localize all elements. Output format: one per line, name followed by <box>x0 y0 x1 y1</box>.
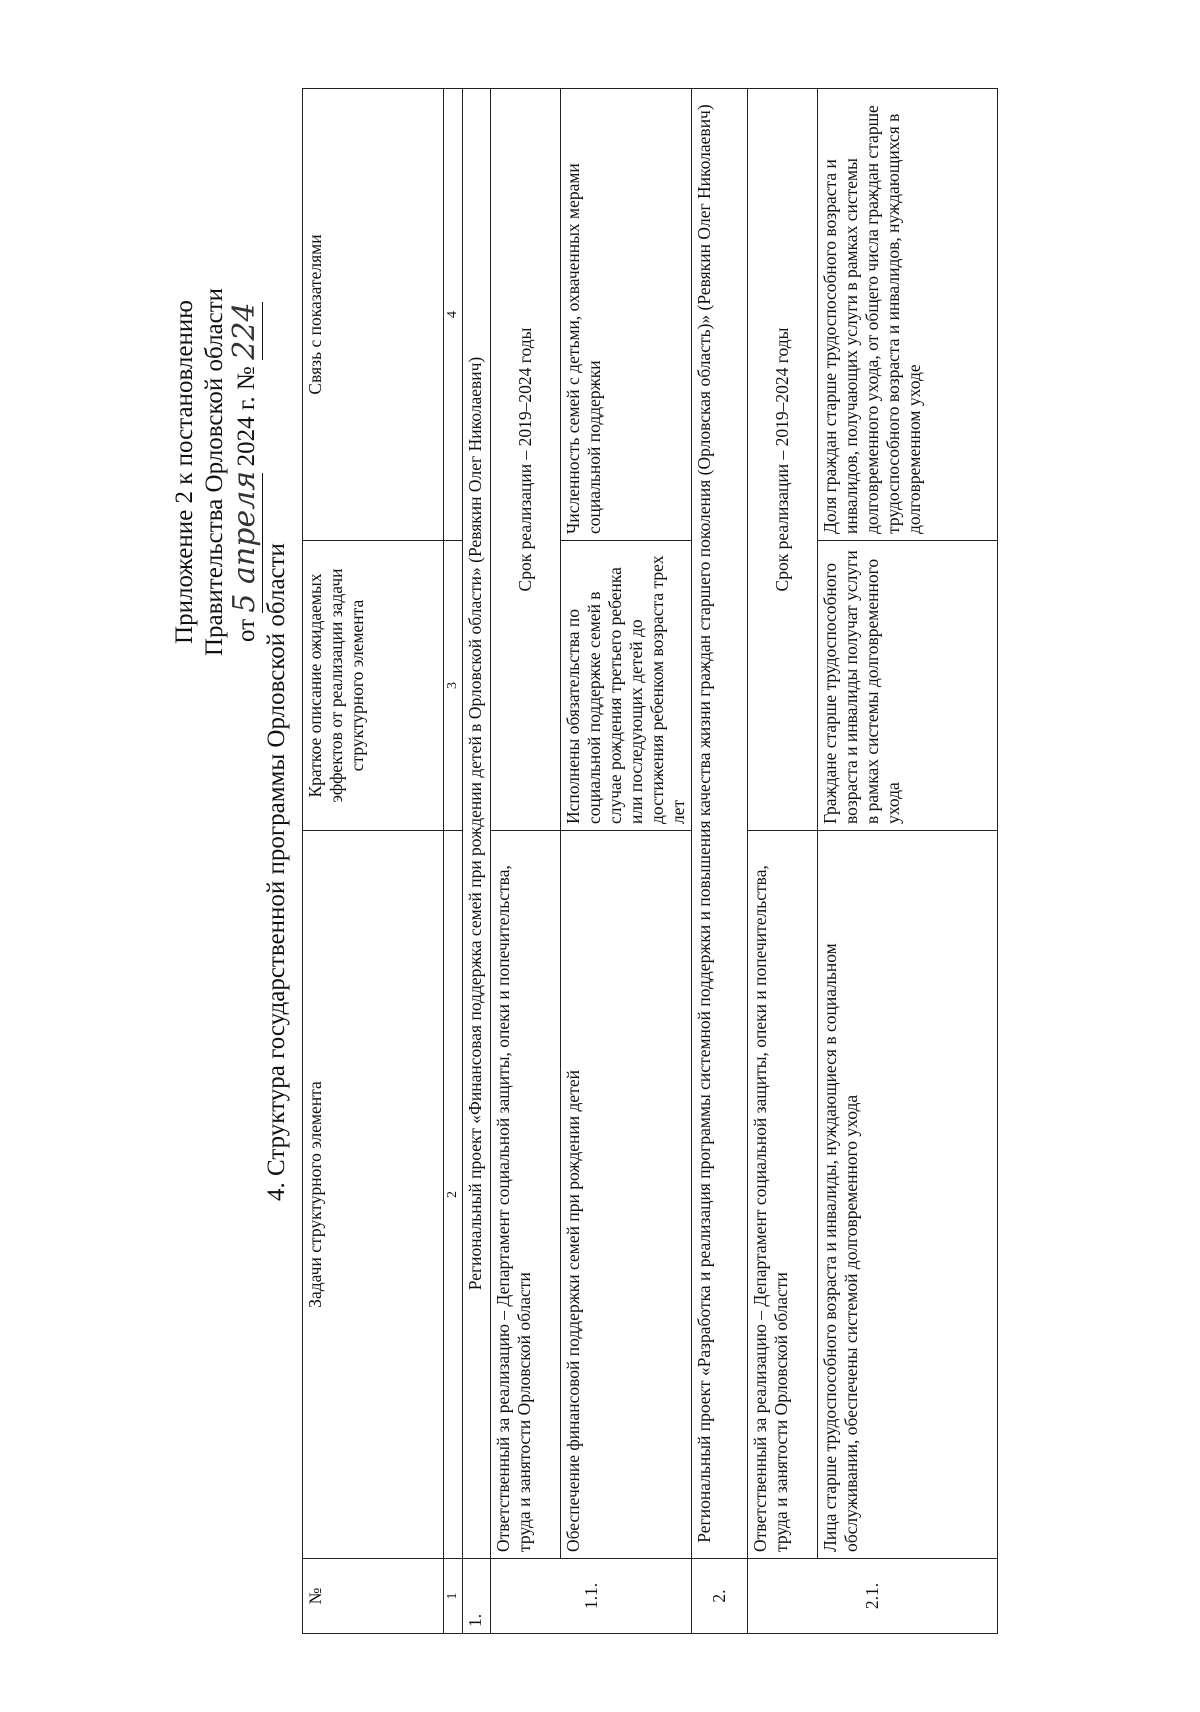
project-1-responsible: Ответственный за реализацию – Департамент социальной защиты, опеки и попечительства, труда и занятости Орловской области <box>491 831 561 1559</box>
col-index-1: 1 <box>444 1559 463 1634</box>
col-index-3: 3 <box>444 541 463 831</box>
row-2-1 <box>818 89 998 1634</box>
project-2-num: 2. <box>692 1559 748 1634</box>
header-num: № <box>303 1559 444 1634</box>
header-date-line <box>227 232 263 712</box>
row-2-1-link: Доля граждан старше трудоспособного возраста и инвалидов, получающих услуги в рамках системы долговременного ухода, от общего числа граждан старше трудоспособного возраста и инвалидов, нуждающихся в долговременном уходе <box>818 89 998 541</box>
project-1-meta-row <box>491 89 561 1634</box>
structure-table <box>302 88 998 1634</box>
header-line-2: Правительства Орловской области <box>201 287 228 657</box>
section-title: 4. Структура государственной программы Орловской области <box>263 543 290 1201</box>
project-1-title: Региональный проект «Финансовая поддержка семей при рождении детей в Орловской области» (Ревякин Олег Николаевич) <box>463 89 491 1559</box>
row-1-1-num: 1.1. <box>491 1559 692 1634</box>
col-index-2: 2 <box>444 831 463 1559</box>
project-2-term: Срок реализации – 2019–2024 годы <box>748 89 818 831</box>
row-2-1-effect: Граждане старше трудоспособного возраста и инвалиды получат услуги в рамках системы долговременного ухода <box>818 541 998 831</box>
header-line-1: Приложение 2 к постановлению <box>171 300 198 644</box>
document-header <box>170 232 263 712</box>
project-2-title: Региональный проект «Разработка и реализация программы системной поддержки и повышения качества жизни граждан старшего поколения (Орловская область)» (Ревякин Олег Николаевич) <box>692 89 748 1559</box>
project-2-row <box>692 89 748 1634</box>
from-prefix: от <box>233 618 260 642</box>
row-2-1-num: 2.1. <box>748 1559 998 1634</box>
col-index-4: 4 <box>444 89 463 541</box>
project-2-meta-row <box>748 89 818 1634</box>
row-1-1-link: Численность семей с детьми, охваченных мерами социальной поддержки <box>561 89 692 541</box>
header-links: Связь с показателями <box>303 89 444 541</box>
row-1-1 <box>561 89 692 1634</box>
project-1-row <box>463 89 491 1634</box>
year-text: 2024 г. № <box>233 366 260 467</box>
row-1-1-task: Обеспечение финансовой поддержки семей при рождении детей <box>561 831 692 1559</box>
row-2-1-task: Лица старше трудоспособного возраста и инвалиды, нуждающиеся в социальном обслуживании, обеспечены системой долговременного ухода <box>818 831 998 1559</box>
row-1-1-effect: Исполнены обязательства по социальной поддержке семей в случае рождения третьего ребенка или последующих детей до достижения ребенком возраста трех лет <box>561 541 692 831</box>
project-2-responsible: Ответственный за реализацию – Департамент социальной защиты, опеки и попечительства, труда и занятости Орловской области <box>748 831 818 1559</box>
column-index-row <box>444 89 463 1634</box>
project-1-term: Срок реализации – 2019–2024 годы <box>491 89 561 831</box>
header-row <box>303 89 444 1634</box>
handwritten-number: 224 <box>227 302 262 360</box>
header-tasks: Задачи структурного элемента <box>303 831 444 1559</box>
header-effects: Краткое описание ожидаемых эффектов от реализации задачи структурного элемента <box>303 541 444 831</box>
handwritten-date: 5 апреля <box>227 470 262 613</box>
project-1-num: 1. <box>463 1559 491 1634</box>
